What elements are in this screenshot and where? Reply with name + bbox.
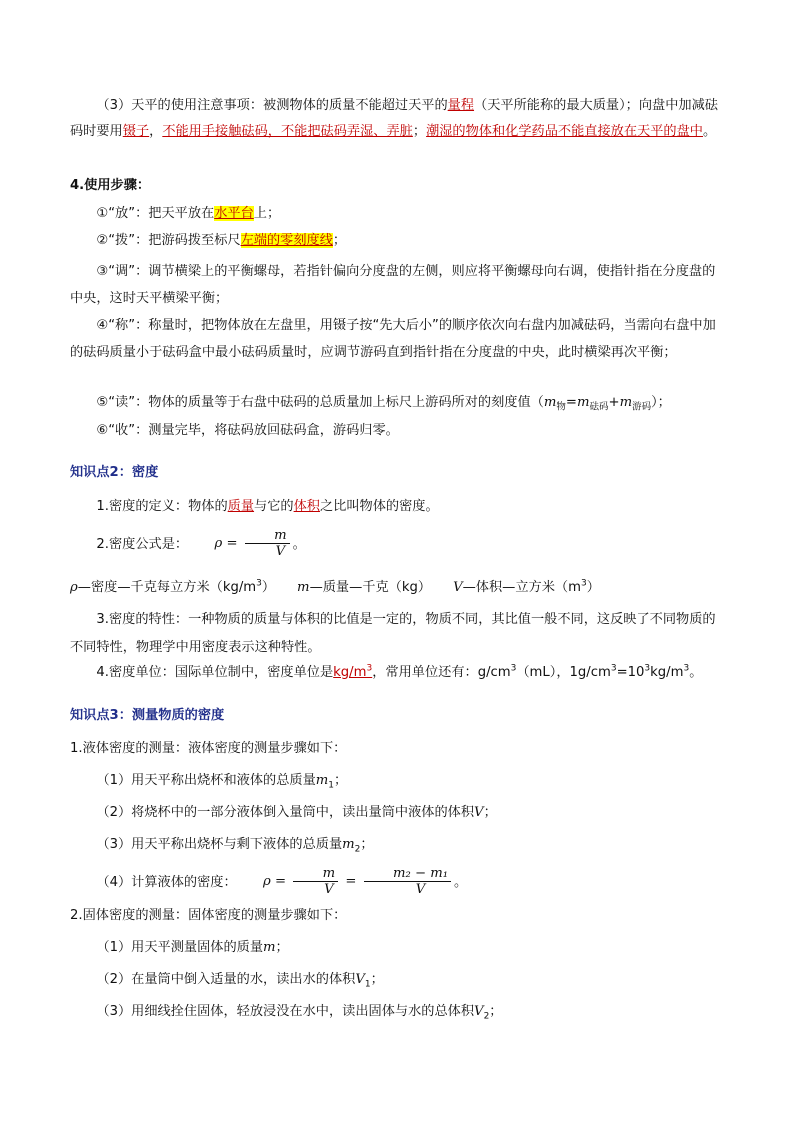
liquid-step-2 bbox=[70, 803, 726, 822]
denominator: V bbox=[275, 544, 286, 559]
formula-liquid-density bbox=[237, 864, 454, 900]
math-rho: ρ bbox=[214, 536, 223, 551]
solid-step-3 bbox=[70, 1002, 726, 1021]
text: ； bbox=[360, 837, 374, 852]
sub: 2 bbox=[483, 1011, 490, 1022]
text: ①“放”：把天平放在 bbox=[96, 206, 215, 221]
highlight-tweezers: 镊子 bbox=[122, 124, 150, 139]
liquid-density-title: 1.液体密度的测量：液体密度的测量步骤如下： bbox=[70, 741, 347, 756]
math-v: V bbox=[355, 972, 365, 987]
highlight-chemicals: 潮湿的物体和化学药品不能直接放在天平的盘中 bbox=[426, 124, 703, 139]
math-m: m bbox=[263, 940, 276, 955]
kp2-title: 知识点2：密度 bbox=[70, 465, 159, 480]
text: 。 bbox=[689, 665, 703, 680]
text: ； bbox=[483, 805, 497, 820]
math-eq: = bbox=[270, 874, 291, 889]
text: ， bbox=[149, 124, 163, 139]
text: 之比叫物体的密度。 bbox=[319, 499, 439, 514]
sub: 1 bbox=[328, 780, 335, 791]
text: （3）用天平称出烧杯与剩下液体的总质量 bbox=[96, 837, 343, 852]
solid-density-title: 2.固体密度的测量：固体密度的测量步骤如下： bbox=[70, 908, 347, 923]
highlight-volume: 体积 bbox=[293, 499, 320, 514]
text: kg/m bbox=[650, 665, 684, 680]
text: （天平所能称的最大质量）；向盘中加减砝码时要用 bbox=[70, 98, 718, 139]
math-rho: ρ bbox=[70, 580, 78, 595]
step-read bbox=[70, 393, 726, 412]
sup: 3 bbox=[256, 578, 262, 589]
text: =10 bbox=[616, 665, 645, 680]
text: 与它的 bbox=[254, 499, 294, 514]
kp3-title: 知识点3：测量物质的密度 bbox=[70, 708, 225, 723]
sup: 3 bbox=[610, 663, 617, 674]
sup: 3 bbox=[510, 663, 517, 674]
highlight-zero-mark: 左端的零刻度线 bbox=[240, 233, 333, 248]
math-v: V bbox=[453, 580, 463, 595]
text: 。 bbox=[454, 875, 468, 890]
sub: 2 bbox=[354, 844, 361, 855]
density-formula bbox=[70, 526, 726, 563]
text: ②“拨”：把游码拨至标尺 bbox=[96, 233, 241, 248]
text: + bbox=[608, 395, 620, 410]
liquid-step-1 bbox=[70, 771, 726, 790]
balance-usage-notes bbox=[70, 93, 726, 145]
highlight-level-table: 水平台 bbox=[214, 206, 254, 221]
math-m: m bbox=[297, 580, 310, 595]
sub-object: 物 bbox=[556, 401, 566, 413]
text: —密度—千克每立方米（kg/m bbox=[77, 580, 257, 595]
text: ⑤“读”：物体的质量等于右盘中砝码的总质量加上标尺上游码所对的刻度值（ bbox=[96, 395, 544, 410]
fraction bbox=[293, 866, 338, 897]
numerator: m₂ − m₁ bbox=[364, 866, 451, 882]
numerator: m bbox=[245, 528, 290, 544]
text: ； bbox=[370, 972, 384, 987]
text: （4）计算液体的密度： bbox=[96, 875, 237, 890]
text: 2.密度公式是： bbox=[96, 537, 189, 552]
text: 。 bbox=[292, 537, 306, 552]
math-eq: = bbox=[222, 536, 242, 551]
text: kg/m bbox=[333, 665, 367, 680]
text: 。 bbox=[703, 124, 717, 139]
math-v: V bbox=[474, 1004, 484, 1019]
text: 上； bbox=[253, 206, 281, 221]
math-m: m bbox=[342, 837, 355, 852]
sub: 1 bbox=[364, 979, 371, 990]
math-m: m bbox=[315, 773, 329, 788]
text: （3）用细线拴住固体，轻放浸没在水中，读出固体与水的总体积 bbox=[96, 1004, 475, 1019]
solid-step-2 bbox=[70, 970, 726, 989]
text: ，常用单位还有：g/cm bbox=[372, 665, 511, 680]
text: （2）将烧杯中的一部分液体倒入量筒中，读出量筒中液体的体积 bbox=[96, 805, 475, 820]
sup: 3 bbox=[683, 663, 690, 674]
liquid-step-3 bbox=[70, 835, 726, 854]
highlight-mass: 质量 bbox=[227, 499, 255, 514]
denominator: V bbox=[324, 882, 334, 897]
text: —质量—千克（kg） bbox=[309, 580, 432, 595]
text: 4.密度单位：国际单位制中，密度单位是 bbox=[96, 665, 334, 680]
text: （2）在量筒中倒入适量的水，读出水的体积 bbox=[96, 972, 356, 987]
math-m: m bbox=[576, 395, 590, 410]
sup: 3 bbox=[644, 663, 651, 674]
sup: 3 bbox=[366, 663, 373, 674]
step-move-rider bbox=[70, 231, 726, 250]
math-eq: = bbox=[341, 874, 361, 889]
text: ） bbox=[586, 580, 600, 595]
text: （3）天平的使用注意事项：被测物体的质量不能超过天平的 bbox=[96, 98, 448, 113]
sup: 3 bbox=[580, 578, 587, 589]
text: ； bbox=[489, 1004, 503, 1019]
text: ； bbox=[334, 773, 348, 788]
sub-rider: 游码 bbox=[632, 401, 652, 413]
step-collect: ⑥“收”：测量完毕，将砝码放回砝码盒，游码归零。 bbox=[96, 423, 399, 438]
math-m: m bbox=[543, 395, 557, 410]
solid-step-1 bbox=[70, 938, 726, 957]
text: ； bbox=[412, 124, 427, 139]
step-adjust: ③“调”：调节横梁上的平衡螺母，若指针偏向分度盘的左侧，则应将平衡螺母向右调，使指针指在分度盘的中央，这时天平横梁平衡； bbox=[70, 264, 716, 306]
highlight-kg-m3 bbox=[333, 665, 372, 680]
steps-title: 4.使用步骤： bbox=[70, 178, 151, 193]
text: （1）用天平测量固体的质量 bbox=[96, 940, 264, 955]
sub-weights: 砝码 bbox=[589, 401, 609, 413]
text: ） bbox=[261, 580, 276, 595]
numerator: m bbox=[293, 866, 338, 882]
density-property: 3.密度的特性：一种物质的质量与体积的比值是一定的，物质不同，其比值一般不同，这反映了不同物质的不同特性，物理学中用密度表示这种特性。 bbox=[70, 612, 716, 655]
denominator: V bbox=[415, 882, 426, 897]
text: （1）用天平称出烧杯和液体的总质量 bbox=[96, 773, 316, 788]
formula-rho-m-over-v bbox=[188, 526, 293, 562]
density-units bbox=[70, 663, 726, 682]
text: = bbox=[565, 395, 577, 410]
math-v: V bbox=[474, 805, 484, 820]
text: （mL），1g/cm bbox=[516, 665, 611, 680]
liquid-step-4 bbox=[70, 864, 726, 901]
fraction bbox=[364, 866, 451, 897]
density-definition bbox=[70, 497, 726, 516]
density-symbols bbox=[70, 578, 726, 597]
text: 1.密度的定义：物体的 bbox=[96, 499, 228, 514]
fraction bbox=[245, 528, 290, 559]
text: ； bbox=[275, 940, 289, 955]
highlight-weights-care: 不能用手接触砝码，不能把砝码弄湿、弄脏 bbox=[162, 124, 413, 139]
step-weigh: ④“称”：称量时，把物体放在左盘里，用镊子按“先大后小”的顺序依次向右盘内加减砝码，当需向右盘中加的砝码质量小于砝码盒中最小砝码质量时，应调节游码直到指针指在分度盘的中央，此时横梁再次平衡； bbox=[70, 318, 716, 360]
text: ； bbox=[332, 233, 347, 248]
step-place bbox=[70, 204, 726, 223]
math-rho: ρ bbox=[263, 874, 271, 889]
highlight-range: 量程 bbox=[447, 98, 475, 113]
text: ）； bbox=[651, 395, 671, 410]
math-m: m bbox=[619, 395, 633, 410]
text: —体积—立方米（m bbox=[462, 580, 581, 595]
